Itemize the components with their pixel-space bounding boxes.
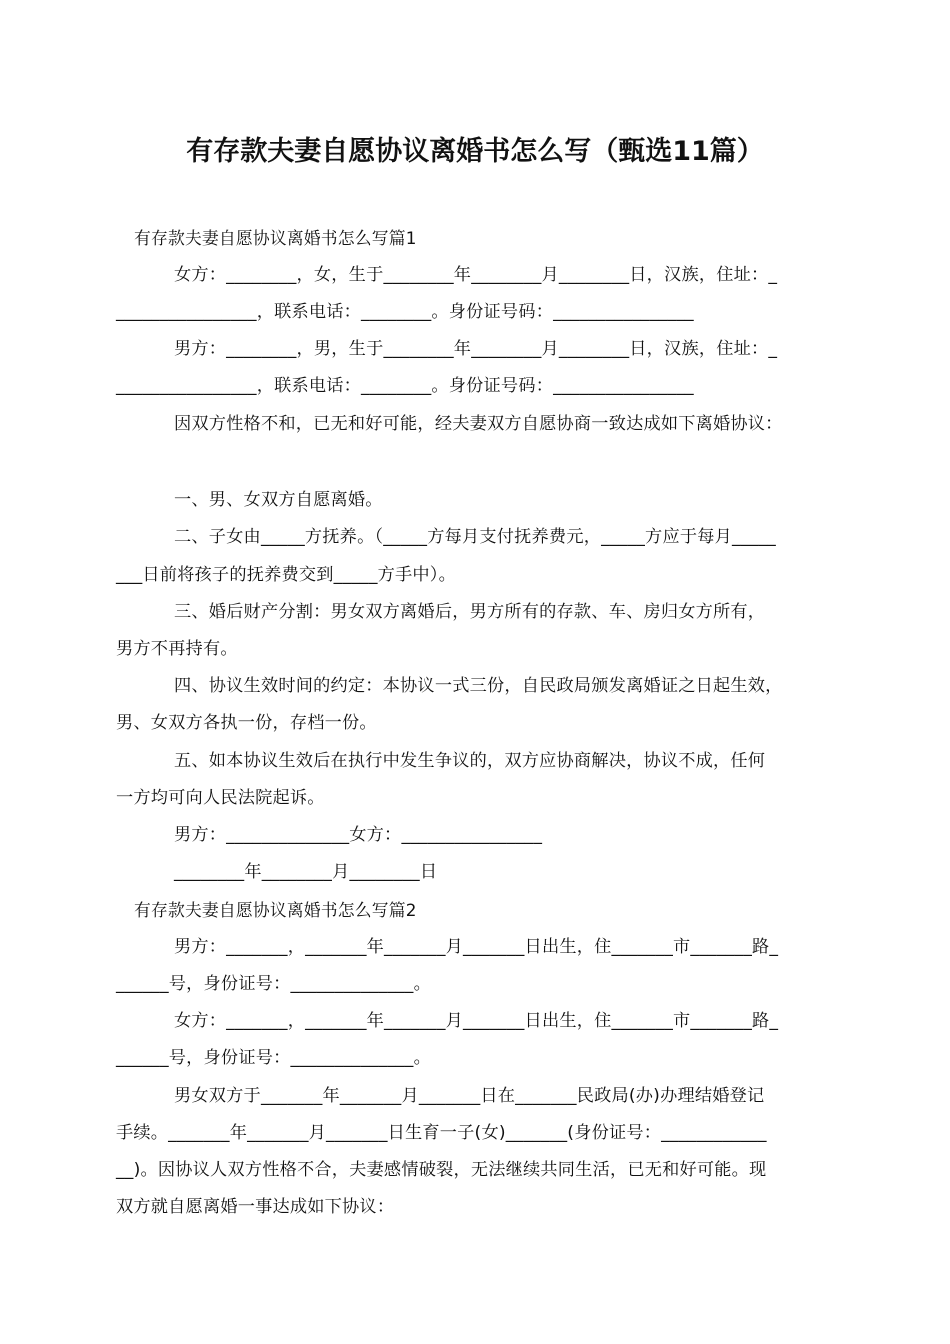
paragraph-line: 四、协议生效时间的约定：本协议一式三份，自民政局颁发离婚证之日起生效， — [174, 676, 783, 696]
paragraph-line: __)。因协议人双方性格不合，夫妻感情破裂，无法继续共同生活，已无和好可能。现 — [116, 1160, 767, 1180]
paragraph-line: 一、男、女双方自愿离婚。 — [174, 490, 383, 510]
paragraph-line: ___日前将孩子的抚养费交到_____方手中）。 — [116, 565, 456, 585]
paragraph-line: 男、女双方各执一份，存档一份。 — [116, 713, 377, 733]
paragraph-line: 三、婚后财产分割：男女双方离婚后，男方所有的存款、车、房归女方所有， — [174, 602, 766, 622]
paragraph-line: 双方就自愿离婚一事达成如下协议： — [116, 1197, 395, 1217]
date-line: ________年________月________日 — [174, 862, 438, 882]
paragraph-line: 一方均可向人民法院起诉。 — [116, 788, 325, 808]
signature-line: 男方：______________女方：________________ — [174, 825, 543, 845]
paragraph-line: 男女双方于_______年_______月_______日在_______民政局(办)办理结婚登记 — [174, 1086, 765, 1106]
paragraph-line: ______号，身份证号：______________。 — [116, 1048, 431, 1068]
section-heading-1: 有存款夫妻自愿协议离婚书怎么写篇1 — [134, 228, 417, 248]
paragraph-line: 男方：________，男，生于________年________月________日，汉族，住址：_ — [174, 339, 778, 359]
document-title: 有存款夫妻自愿协议离婚书怎么写（甄选11篇） — [186, 136, 764, 167]
paragraph-line: 二、子女由_____方抚养。（_____方每月支付抚养费元，_____方应于每月_____ — [174, 527, 776, 547]
paragraph-line: ________________，联系电话：________。身份证号码：________________ — [116, 376, 694, 396]
paragraph-line: 因双方性格不和，已无和好可能，经夫妻双方自愿协商一致达成如下离婚协议： — [174, 414, 783, 434]
paragraph-line: ______号，身份证号：______________。 — [116, 974, 431, 994]
paragraph-line: 男方：_______，_______年_______月_______日出生，住_______市_______路_ — [174, 937, 779, 957]
paragraph-line: ________________，联系电话：________。身份证号码：________________ — [116, 302, 694, 322]
paragraph-line: 五、如本协议生效后在执行中发生争议的，双方应协商解决，协议不成，任何 — [174, 751, 766, 771]
paragraph-line: 男方不再持有。 — [116, 639, 238, 659]
section-heading-2: 有存款夫妻自愿协议离婚书怎么写篇2 — [134, 900, 417, 920]
paragraph-line: 手续。_______年_______月_______日生育一子(女)_______(身份证号：____________ — [116, 1123, 767, 1143]
paragraph-line: 女方：_______，_______年_______月_______日出生，住_______市_______路_ — [174, 1011, 779, 1031]
paragraph-line: 女方：________，女，生于________年________月________日，汉族，住址：_ — [174, 265, 778, 285]
